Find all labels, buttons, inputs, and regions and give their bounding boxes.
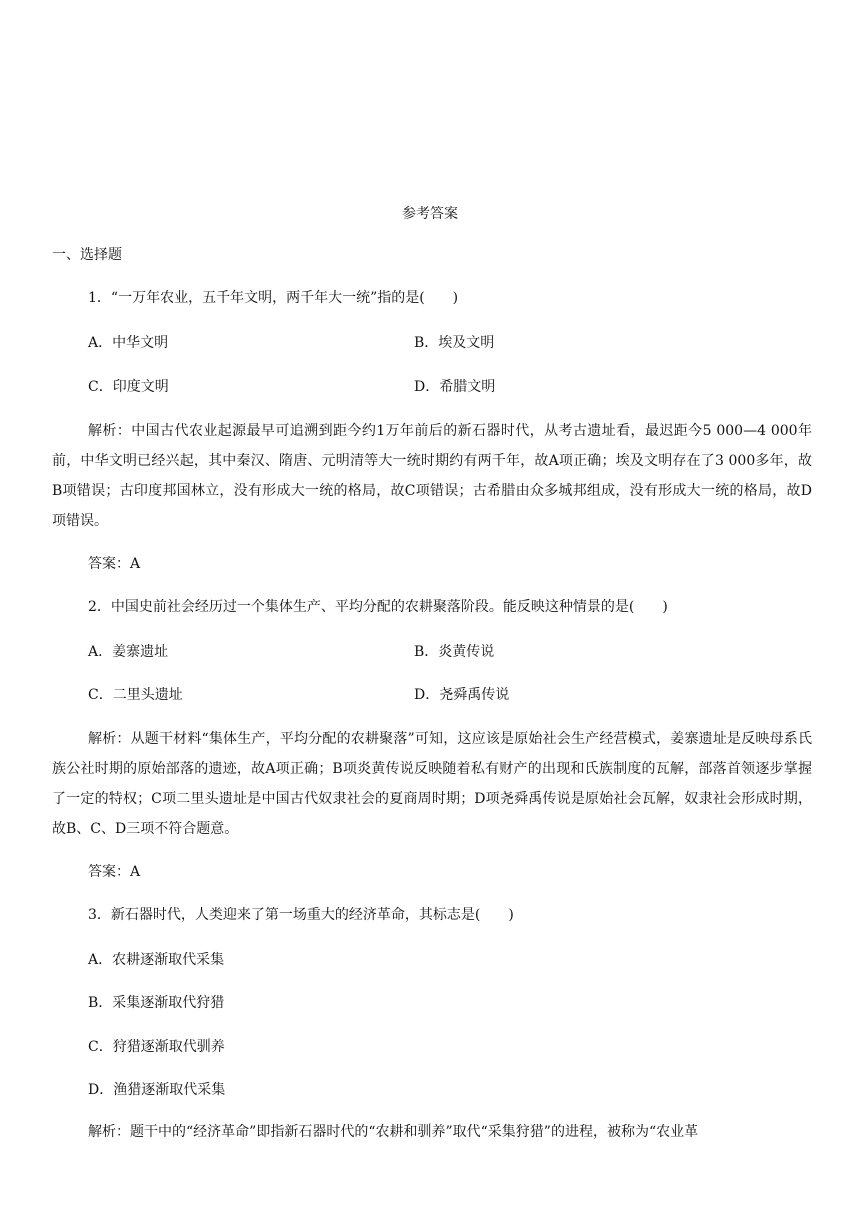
page-title: 参考答案 bbox=[402, 206, 458, 222]
answer-line: 答案：A bbox=[88, 864, 141, 880]
answer-line: 答案：A bbox=[88, 556, 141, 572]
option-d: D．希腊文明 bbox=[414, 379, 496, 395]
option-b: B．炎黄传说 bbox=[414, 644, 495, 660]
option-b: B．埃及文明 bbox=[414, 335, 495, 351]
question-stem: 3．新石器时代，人类迎来了第一场重大的经济革命，其标志是( ) bbox=[88, 907, 514, 923]
option-c: C．二里头遗址 bbox=[88, 687, 183, 703]
option-d: D．尧舜禹传说 bbox=[414, 687, 510, 703]
analysis-paragraph: 解析：题干中的“经济革命”即指新石器时代的“农耕和驯养”取代“采集狩猎”的进程，被称为“农业革 bbox=[88, 1124, 699, 1140]
analysis-paragraph: 解析：中国古代农业起源最早可追溯到距今约1万年前后的新石器时代，从考古遗址看，最迟距今5 000—4 000年前，中华文明已经兴起，其中秦汉、隋唐、元明清等大一统时期约有两千年，故A项正确；埃及文明存在了3 000多年，故B项错误；古印度邦国林立，没有形成大一统的格局，故C项错误；古希腊由众多城邦组成，没有形成大一统的格局，故D项错误。 bbox=[52, 423, 812, 529]
question-stem: 1．“一万年农业，五千年文明，两千年大一统”指的是( ) bbox=[88, 290, 459, 306]
option-c: C．狩猎逐渐取代驯养 bbox=[88, 1039, 225, 1055]
section-heading: 一、选择题 bbox=[52, 247, 122, 263]
question-stem: 2．中国史前社会经历过一个集体生产、平均分配的农耕聚落阶段。能反映这种情景的是( ) bbox=[88, 599, 668, 615]
analysis-paragraph: 解析：从题干材料“集体生产，平均分配的农耕聚落”可知，这应该是原始社会生产经营模式，姜寨遗址是反映母系氏族公社时期的原始部落的遗迹，故A项正确；B项炎黄传说反映随着私有财产的出现和氏族制度的瓦解，部落首领逐步掌握了一定的特权；C项二里头遗址是中国古代奴隶社会的夏商周时期；D项尧舜禹传说是原始社会瓦解，奴隶社会形成时期，故B、C、D三项不符合题意。 bbox=[52, 731, 812, 837]
option-b: B．采集逐渐取代狩猎 bbox=[88, 995, 225, 1011]
option-c: C．印度文明 bbox=[88, 379, 169, 395]
option-a: A．中华文明 bbox=[88, 335, 169, 351]
option-d: D．渔猎逐渐取代采集 bbox=[88, 1082, 226, 1098]
option-a: A．农耕逐渐取代采集 bbox=[88, 952, 225, 968]
option-a: A．姜寨遗址 bbox=[88, 644, 169, 660]
